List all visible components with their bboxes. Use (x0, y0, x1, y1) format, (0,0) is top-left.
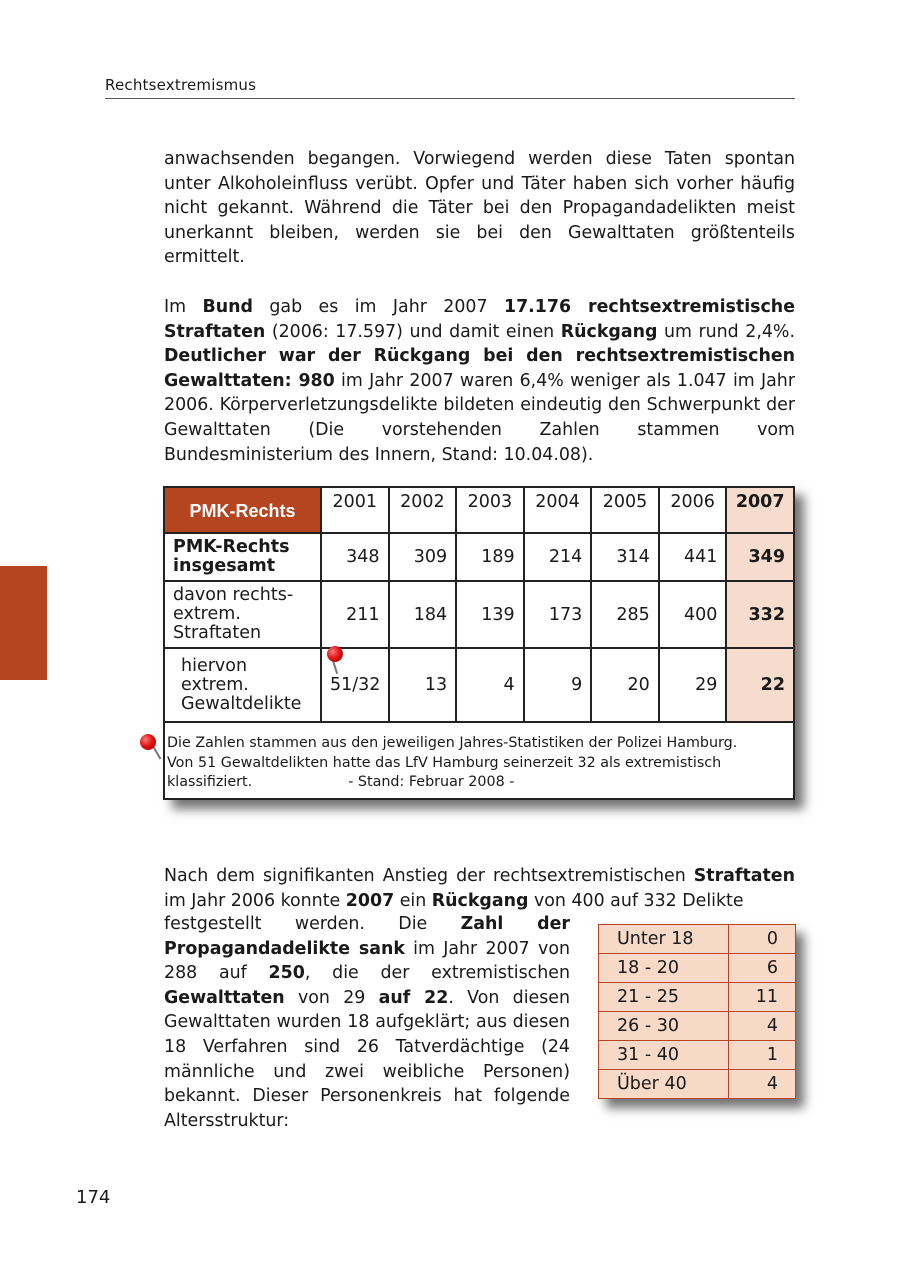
pmk-statistics-table (163, 486, 795, 800)
row-label: PMK-Rechts insgesamt (164, 533, 321, 581)
footnote-line (167, 773, 791, 793)
bold-emphasis: 17.176 rechtsextremistische Straftaten (164, 297, 795, 342)
table-row (164, 648, 794, 722)
age-range: 21 - 25 (599, 983, 729, 1012)
table-cell: 9 (524, 648, 592, 722)
year-header: 2004 (524, 487, 592, 533)
table-cell: 184 (389, 581, 457, 648)
table-row (599, 1012, 796, 1041)
row-label: davon rechts-extrem. Straftaten (164, 581, 321, 648)
footnote-line: Von 51 Gewaltdelikten hatte das LfV Hamburg seinerzeit 32 als extremistisch (167, 754, 722, 771)
table-cell-highlight: 349 (726, 533, 794, 581)
age-count: 11 (729, 983, 796, 1012)
age-range: 26 - 30 (599, 1012, 729, 1041)
year-header: 2005 (591, 487, 659, 533)
table-cell-highlight: 332 (726, 581, 794, 648)
table-footnote (163, 723, 795, 800)
table-cell-highlight: 22 (726, 648, 794, 722)
year-header: 2006 (659, 487, 727, 533)
table-cell: 309 (389, 533, 457, 581)
footnote-date: - Stand: Februar 2008 - (348, 774, 515, 790)
table-cell: 285 (591, 581, 659, 648)
paragraph-federal-stats: Im Bund gab es im Jahr 2007 17.176 rechtsextremistische Straftaten (2006: 17.597) und damit einen Rückgang um rund 2,4%. Deutlicher war der Rückgang bei den rechtsextremistischen Gewalttaten: 980 im Jahr 2007 waren 6,4% weniger als 1.047 im Jahr 2006. Körperverletzungsdelikte bildeten eindeutig den Schwerpunkt der Gewalttaten (Die vorstehenden Zahlen stammen vom Bundesministerium des Innern, Stand: 10.04.08). (164, 297, 795, 465)
table-cell: 211 (321, 581, 389, 648)
age-count: 0 (729, 925, 796, 954)
table-row (599, 1070, 796, 1099)
bold-emphasis: auf 22 (378, 987, 449, 1008)
age-count: 4 (729, 1012, 796, 1041)
bold-emphasis: Deutlicher war der Rückgang bei den rechtsextremistischen Gewalttaten: 980 (164, 346, 795, 391)
chapter-side-tab (0, 566, 47, 680)
table-cell: 189 (456, 533, 524, 581)
paragraph-intro: anwachsenden begangen. Vorwiegend werden diese Taten spontan unter Alkoholeinfluss verübt. Opfer und Täter haben sich vorher häufig nicht gekannt. Während die Täter bei den Propagandadelikten meist unerkannt bleiben, werden sie bei den Gewalttaten größtenteils ermittelt. (164, 149, 795, 268)
footnote-text: klassifiziert. (167, 774, 253, 790)
table-row (599, 983, 796, 1012)
age-range: Unter 18 (599, 925, 729, 954)
pin-needle (153, 746, 162, 759)
table-cell: 4 (456, 648, 524, 722)
bold-emphasis: Bund (202, 297, 253, 317)
table-cell: 441 (659, 533, 727, 581)
table-cell: 314 (591, 533, 659, 581)
age-range: 18 - 20 (599, 954, 729, 983)
bold-emphasis: Rückgang (560, 321, 658, 342)
year-header: 2003 (456, 487, 524, 533)
bold-emphasis: Zahl der Propagandadelikte sank (164, 914, 570, 959)
age-count: 6 (729, 954, 796, 983)
table-cell: 173 (524, 581, 592, 648)
bold-emphasis: 250 (268, 963, 305, 984)
table-row (599, 954, 796, 983)
red-pin-icon (327, 646, 343, 662)
table-cell: 51/32 (321, 648, 389, 722)
table-cell: 139 (456, 581, 524, 648)
table-cell: 29 (659, 648, 727, 722)
running-header: Rechtsextremismus (105, 76, 795, 99)
table-row (164, 581, 794, 648)
age-count: 4 (729, 1070, 796, 1099)
footnote-line: Die Zahlen stammen aus den jeweiligen Jahres-Statistiken der Polizei Hamburg. (167, 735, 738, 751)
table-cell: 20 (591, 648, 659, 722)
table-corner-label: PMK-Rechts (164, 487, 321, 533)
bold-emphasis: Straftaten (693, 866, 795, 886)
paragraph-hamburg-trend: Nach dem signifikanten Anstieg der rechtsextremistischen Straftaten im Jahr 2006 konnte 2007 ein Rückgang von 400 auf 332 Delikte (164, 866, 795, 911)
age-structure-table (598, 924, 796, 1099)
age-range: Über 40 (599, 1070, 729, 1099)
table-cell: 348 (321, 533, 389, 581)
year-header: 2001 (321, 487, 389, 533)
bold-emphasis: Gewalttaten (164, 987, 285, 1008)
bold-emphasis: 2007 (345, 890, 395, 911)
age-range: 31 - 40 (599, 1041, 729, 1070)
year-header: 2002 (389, 487, 457, 533)
paragraph-age-intro: festgestellt werden. Die Zahl der Propagandadelikte sank im Jahr 2007 von 288 auf 250, die der extremistischen Gewalttaten von 29 auf 22. Von diesen Gewalttaten wurden 18 aufgeklärt; aus diesen 18 Verfahren sind 26 Tatverdächtige (24 männliche und zwei weibliche Personen) bekannt. Dieser Personenkreis hat folgende Altersstruktur: (164, 914, 571, 1131)
year-header-highlight: 2007 (726, 487, 794, 533)
page-number: 174 (76, 1187, 111, 1208)
table-row (599, 925, 796, 954)
age-count: 1 (729, 1041, 796, 1070)
table-row (164, 533, 794, 581)
table-cell: 400 (659, 581, 727, 648)
table-row (599, 1041, 796, 1070)
table-header-row (164, 487, 794, 533)
red-pin-icon (140, 734, 156, 750)
bold-emphasis: Rückgang (431, 890, 529, 911)
table-cell: 13 (389, 648, 457, 722)
row-label: hiervon extrem. Gewaltdelikte (164, 648, 321, 722)
table-cell: 214 (524, 533, 592, 581)
